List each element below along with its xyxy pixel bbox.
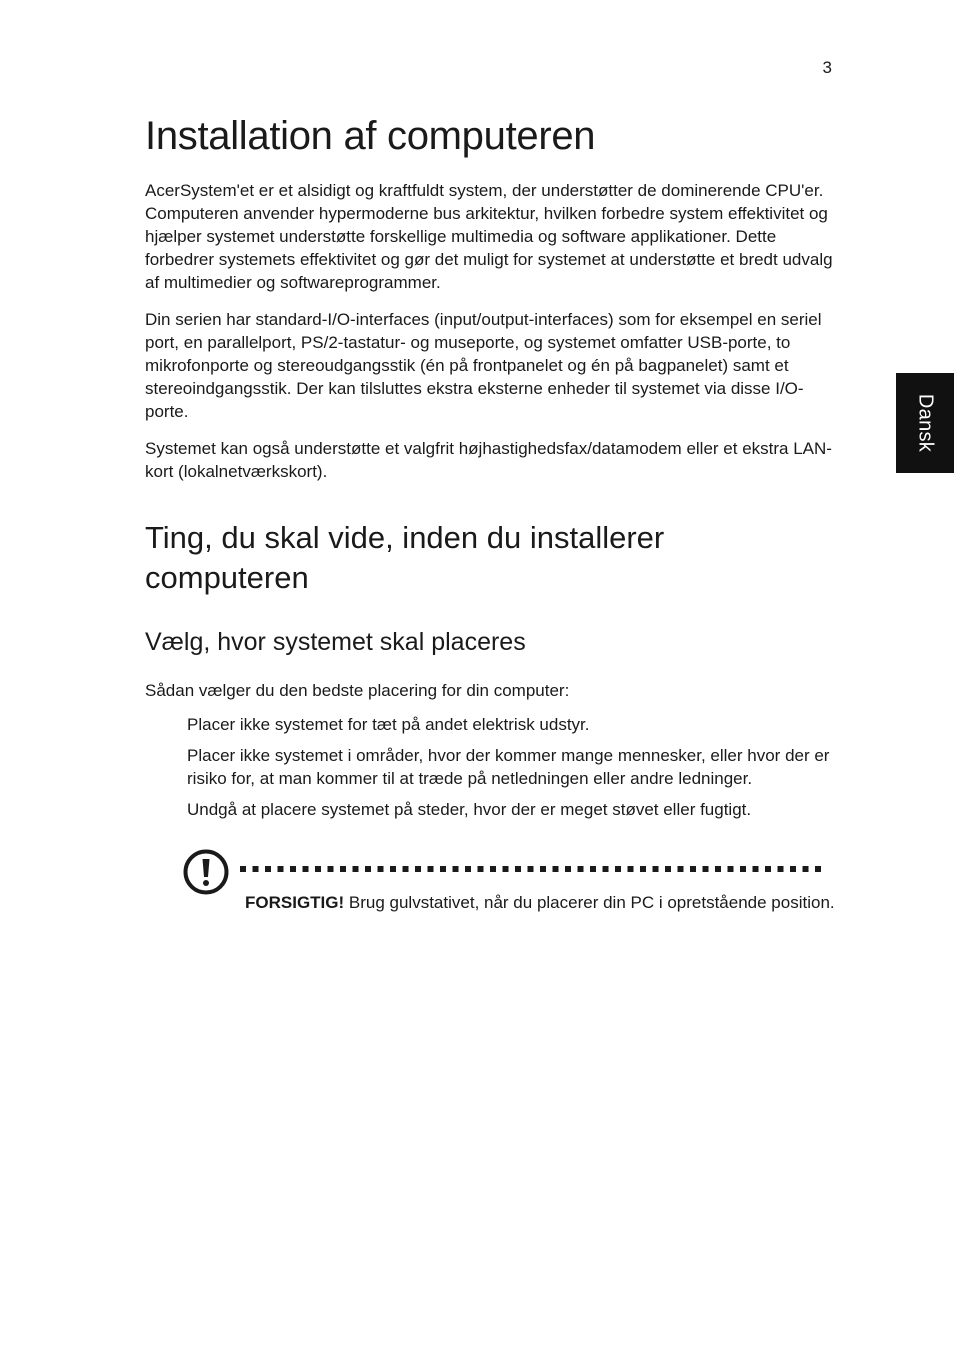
intro-paragraph-3: Systemet kan også understøtte et valgfrit højhastighedsfax/datamodem eller et ekstra LAN-kort (lokalnetværkskort).	[145, 439, 832, 481]
page-title: Installation af computeren	[145, 114, 596, 158]
placement-intro: Sådan vælger du den bedste placering for din computer:	[145, 681, 570, 700]
section-subheading: Vælg, hvor systemet skal placeres	[145, 628, 526, 656]
list-item: Placer ikke systemet for tæt på andet elektrisk udstyr.	[187, 715, 590, 734]
warning-divider	[240, 866, 826, 872]
intro-paragraph-1: AcerSystem'et er et alsidigt og kraftfuldt system, der understøtter de dominerende CPU'er. Computeren anvender hypermoderne bus arkitektur, hvilken forbedre system effektivitet og hjælper systemet understøtte forskellige multimedia og software applikationer. Dette forbedrer systemets effektivitet og gør det muligt for systemet at understøtte et bredt udvalg af multimedier og softwareprogrammer.	[145, 181, 833, 292]
warning-body: Brug gulvstativet, når du placerer din PC i opretstående position.	[344, 893, 835, 912]
warning-label: FORSIGTIG!	[245, 893, 345, 912]
intro-paragraph-2: Din serien har standard-I/O-interfaces (input/output-interfaces) som for eksempel en seriel port, en parallelport, PS/2-tastatur- og museporte, og systemet omfatter USB-porte, to mikrofonporte og stereoudgangsstik (én på frontpanelet og én på bagpanelet) samt et stereoindgangsstik. Der kan tilsluttes ekstra eksterne enheder til systemet via disse I/O-porte.	[145, 310, 822, 421]
exclamation-circle-icon	[183, 849, 229, 895]
warning-text	[245, 891, 835, 915]
list-item: Undgå at placere systemet på steder, hvor der er meget støvet eller fugtigt.	[187, 799, 752, 819]
language-tab	[896, 373, 954, 473]
placement-list	[187, 713, 837, 828]
section-heading: Ting, du skal vide, inden du installerer computeren	[145, 520, 665, 595]
list-item: Placer ikke systemet i områder, hvor der kommer mange mennesker, eller hvor der er risiko for, at man kommer til at træde på netledningen eller andre ledninger.	[187, 745, 830, 788]
language-tab-label: Dansk	[914, 393, 937, 453]
page-number: 3	[822, 58, 832, 77]
